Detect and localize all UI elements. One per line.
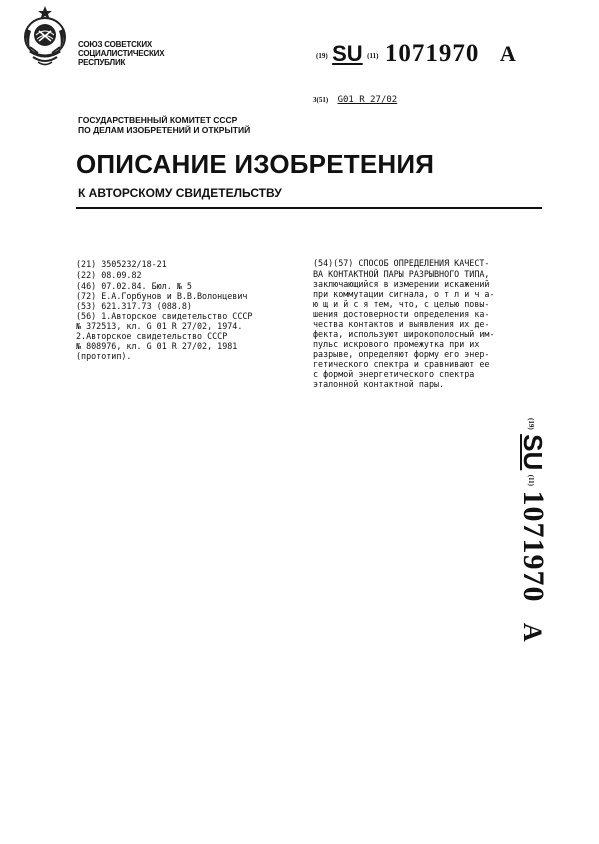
ipc-classification <box>313 95 397 105</box>
biblio-line: (21) 3505232/18-21 <box>76 259 167 269</box>
vertical-country-code: SU <box>518 434 548 471</box>
patent-number: 1071970 <box>384 40 480 67</box>
biblio-line: № 372513, кл. G 01 R 27/02, 1974. <box>76 321 243 331</box>
country-code: SU <box>332 41 363 66</box>
biblio-line: (53) 621.317.73 (088.8) <box>76 301 192 311</box>
abstract-line: разрыве, определяют форму его энер- <box>313 349 490 359</box>
abstract-line: ВА КОНТАКТНОЙ ПАРЫ РАЗРЫВНОГО ТИПА, <box>313 269 490 279</box>
abstract-line: эталонной контактной пары. <box>313 379 445 389</box>
vertical-patent-number <box>517 418 580 668</box>
state-emblem <box>22 5 68 73</box>
biblio-line: 2.Авторское свидетельство СССР <box>76 331 228 341</box>
document-title: ОПИСАНИЕ ИЗОБРЕТЕНИЯ <box>76 149 435 179</box>
abstract-line: гетического спектра и сравнивают ее <box>313 359 490 369</box>
biblio-line: (22) 08.09.82 <box>76 270 142 280</box>
patent-number-block <box>316 40 516 68</box>
number-field-code: (11) <box>367 52 379 60</box>
ipc-field-code: 3(51) <box>313 96 329 104</box>
committee-line-1: ГОСУДАРСТВЕННЫЙ КОМИТЕТ СССР <box>78 115 238 125</box>
abstract-line: (54)(57) СПОСОБ ОПРЕДЕЛЕНИЯ КАЧЕСТ- <box>313 258 490 268</box>
vertical-number-field-code: (11) <box>527 474 535 486</box>
country-name-line-3: РЕСПУБЛИК <box>78 58 126 67</box>
su-field-code: (19) <box>316 52 328 60</box>
abstract-line: при коммутации сигнала, о т л и ч а- <box>313 289 495 299</box>
abstract-line: фекта, используют широкополосный им- <box>313 329 495 339</box>
abstract-line: чества контактов и выявления их де- <box>313 319 490 329</box>
biblio-line: (56) 1.Авторское свидетельство СССР <box>76 311 253 321</box>
committee-line-2: ПО ДЕЛАМ ИЗОБРЕТЕНИЙ И ОТКРЫТИЙ <box>78 125 251 135</box>
document-subtitle: К АВТОРСКОМУ СВИДЕТЕЛЬСТВУ <box>78 186 282 200</box>
vertical-su-field-code: (19) <box>527 418 535 430</box>
document-kind: A <box>499 41 516 66</box>
abstract-line: ю щ и й с я тем, что, с целью повы- <box>313 299 490 309</box>
vertical-patent-number-text: 1071970 <box>517 490 550 603</box>
abstract-line: шения достоверности определения ка- <box>313 309 490 319</box>
vertical-document-kind: A <box>518 622 547 642</box>
abstract-line: пульс искрового промежутка при их <box>313 339 480 349</box>
title-divider <box>76 207 542 209</box>
ipc-value: G01 R 27/02 <box>337 95 398 105</box>
biblio-line: (46) 07.02.84. Бюл. № 5 <box>76 281 192 291</box>
country-name-line-1: СОЮЗ СОВЕТСКИХ <box>78 40 153 49</box>
biblio-line: (прототип). <box>76 351 132 361</box>
country-name-line-2: СОЦИАЛИСТИЧЕСКИХ <box>78 49 165 58</box>
biblio-line: № 808976, кл. G 01 R 27/02, 1981 <box>76 341 238 351</box>
abstract-line: заключающийся в измерении искажений <box>313 279 490 289</box>
biblio-line: (72) Е.А.Горбунов и В.В.Волонцевич <box>76 291 248 301</box>
abstract-line: с формой энергетического спектра <box>313 369 475 379</box>
